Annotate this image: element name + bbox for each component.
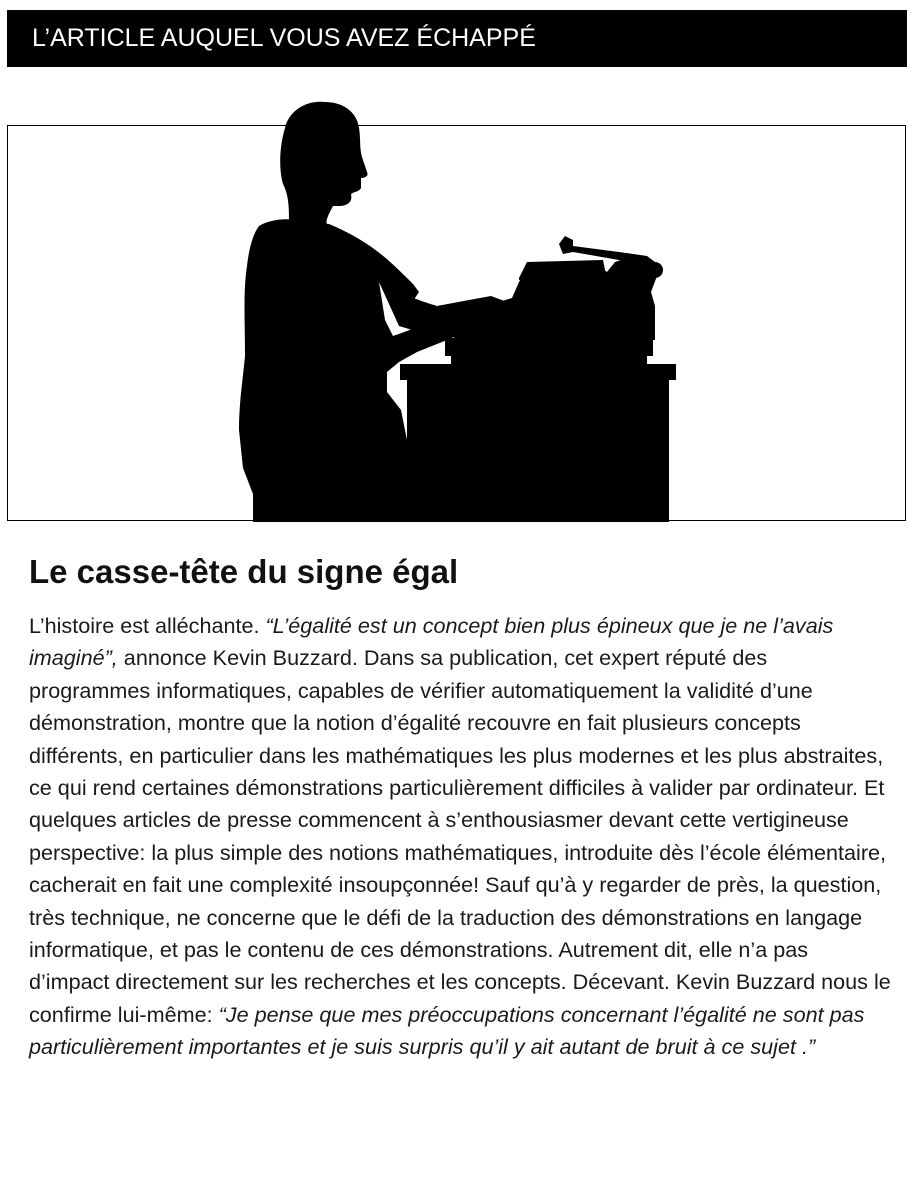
illustration-frame [7,125,906,521]
article-headline: Le casse-tête du signe égal [29,553,459,590]
paragraph-text-1: L’histoire est alléchante. [29,613,266,638]
banner-title: L’ARTICLE AUQUEL VOUS AVEZ ÉCHAPPÉ [32,24,536,52]
paragraph-text-2: annonce Kevin Buzzard. Dans sa publication, cet expert réputé des programmes informatiques, capables de vérifier automatiquement la validité d’une démonstration, montre que la notion d’égalité recouvre en fait plusieurs concepts différents, en particulier dans les mathématiques les plus modernes et les plus abstraites, ce qui rend certaines démonstrations particulièrement difficiles à valider par ordinateur. Et quelques articles de presse commencent à s’enthousiasmer devant cette vertigineuse perspective: la plus simple des notions mathématiques, introduite dès l’école élémentaire, cacherait en fait une complexité insoupçonnée! Sauf qu’à y regarder de près, la question, très technique, ne concerne que le défi de la traduction des démonstrations en langage informatique, et pas le contenu de ces démonstrations. Autrement dit, elle n’a pas d’impact directement sur les recherches et les concepts. Décevant. Kevin Buzzard nous le confirme lui-même: [29,645,891,1027]
quote-1: “L’égalité est un concept bien plus épineux que je ne l’avais imaginé”, [29,613,834,671]
article-body [29,610,891,1064]
quote-2: “Je pense que mes préoccupations concernant l’égalité ne sont pas particulièrement importantes et je suis surpris qu’il y ait autant de bruit à ce sujet .” [29,1001,865,1060]
section-banner [7,10,907,67]
